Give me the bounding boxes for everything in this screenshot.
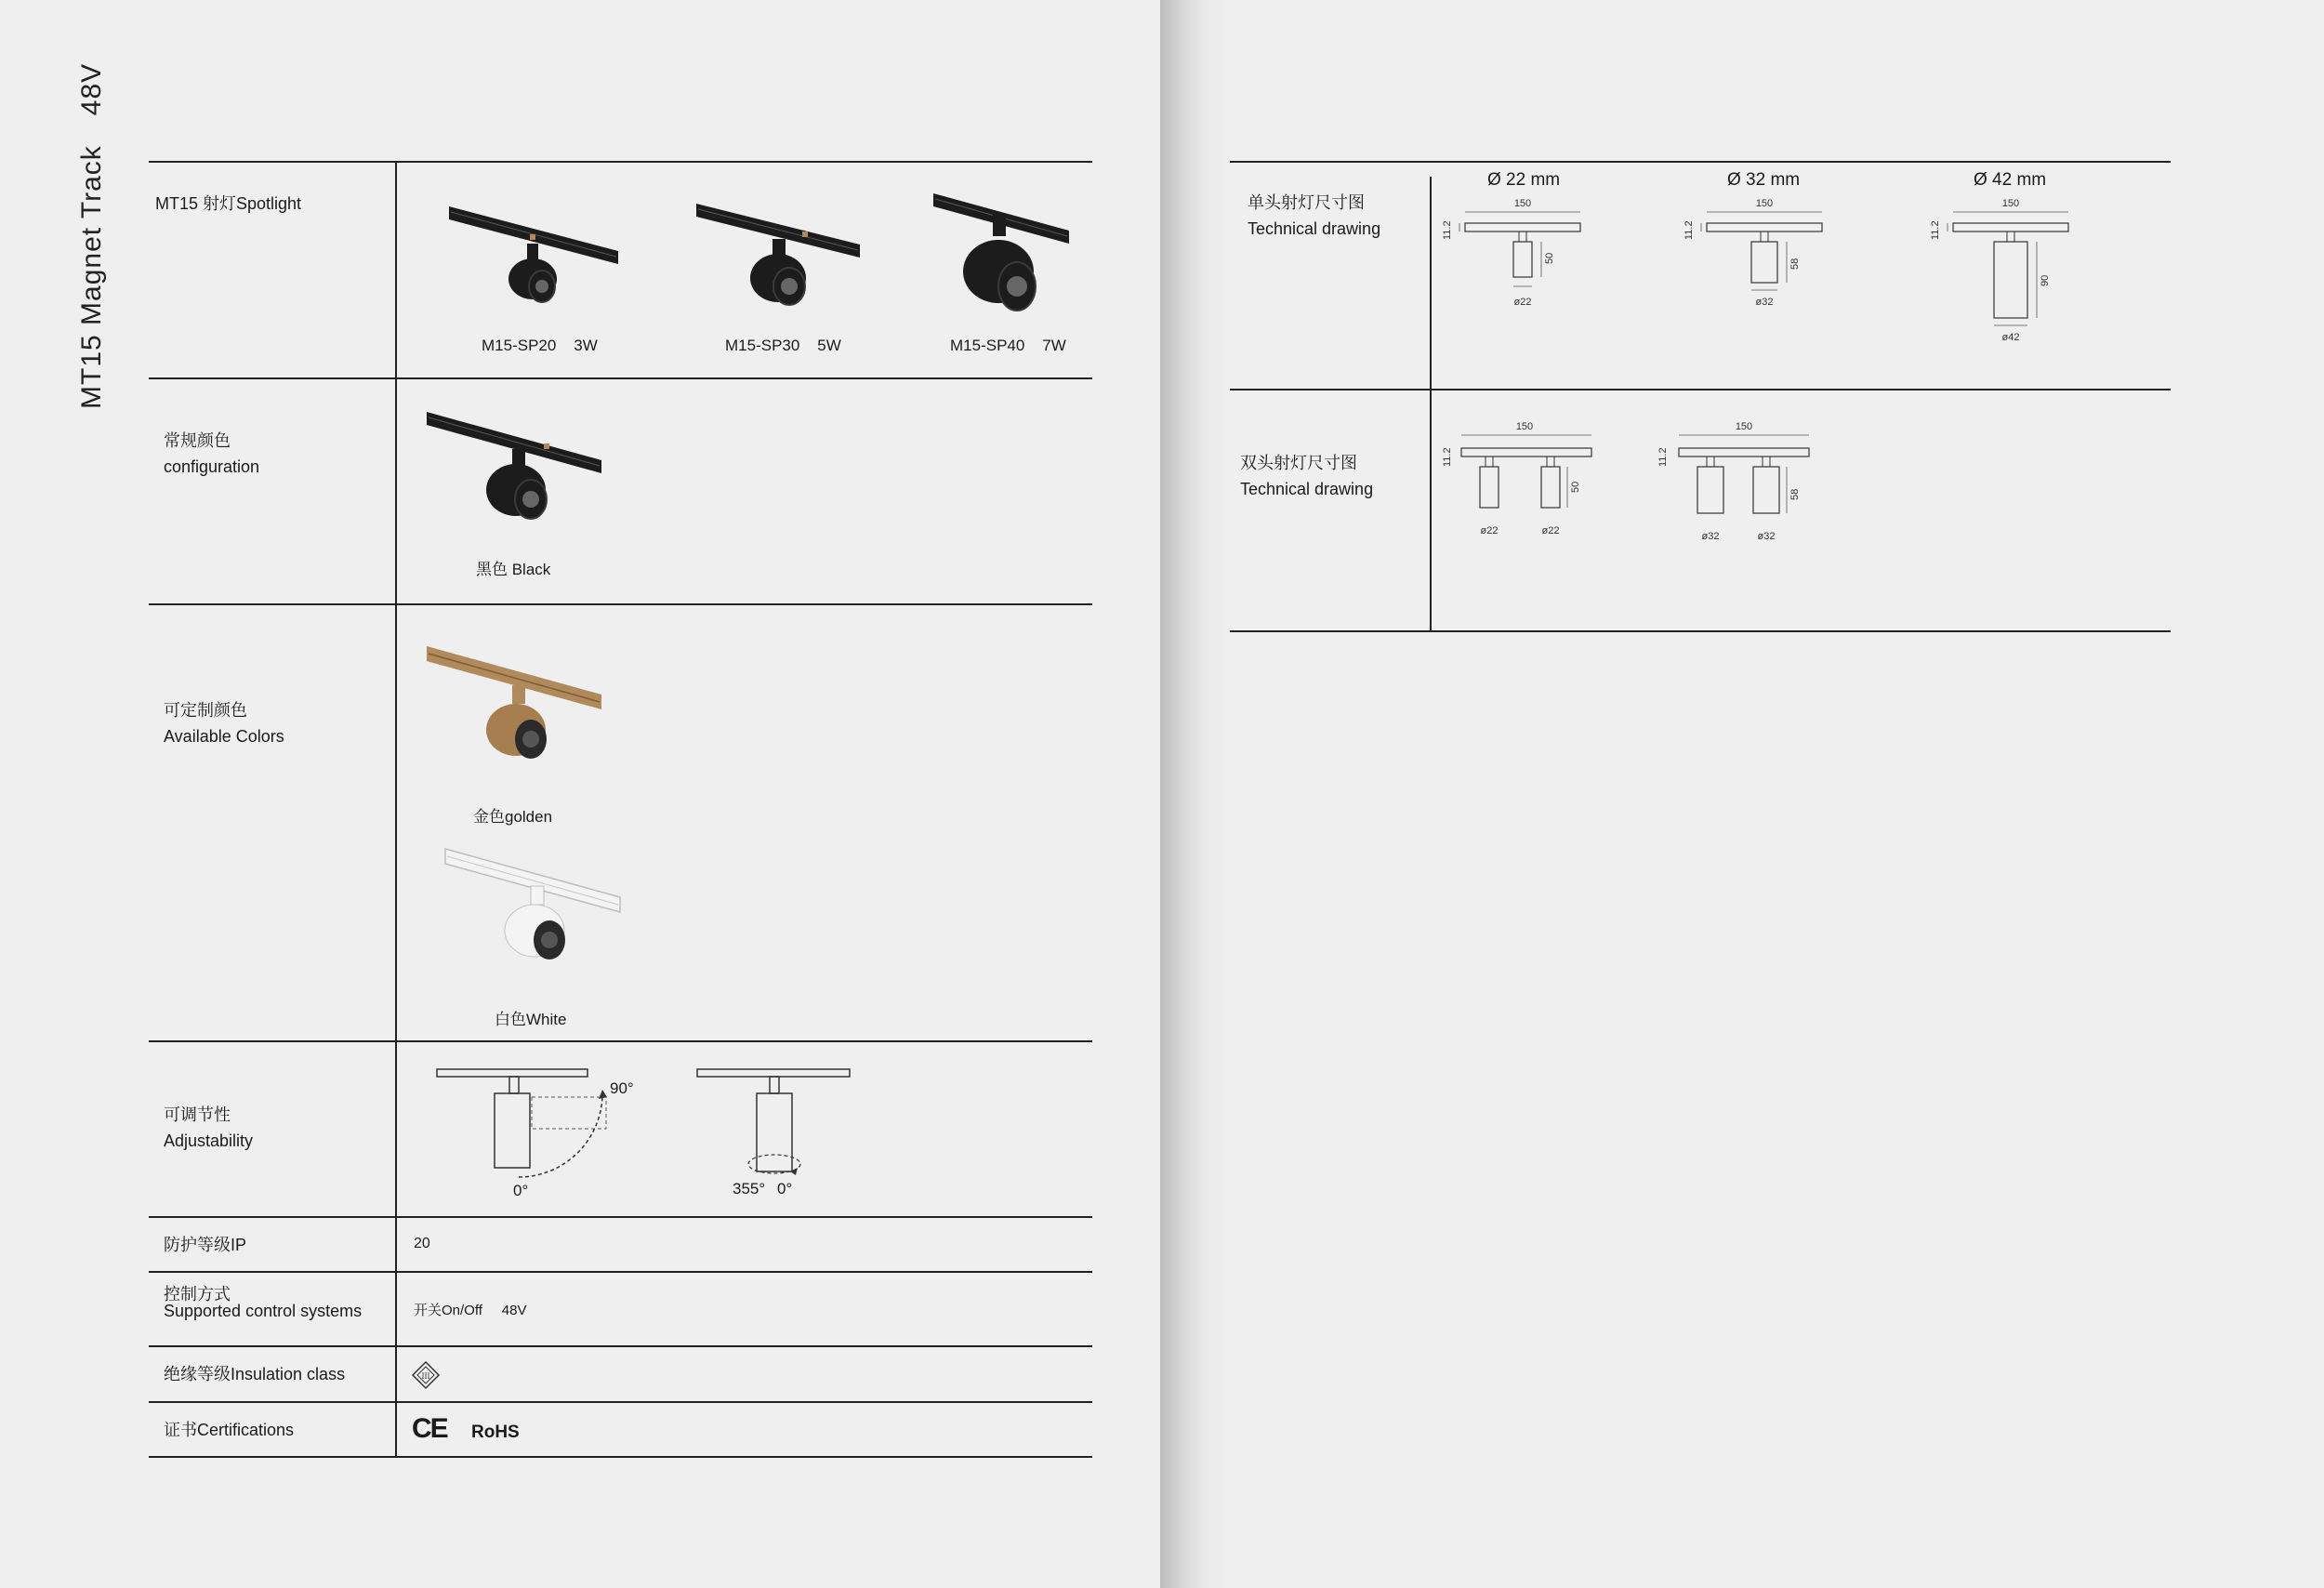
dim-height: 90: [2040, 274, 2051, 286]
dim-track-height: 11.2: [1684, 220, 1695, 240]
dim-height: 50: [1544, 252, 1555, 264]
series-voltage: 48V: [76, 62, 107, 116]
dim-diameter: ø22: [1513, 297, 1532, 308]
model-caption-sp20: M15-SP20 3W: [482, 337, 598, 354]
config-label: [164, 428, 259, 480]
dim-diameter: ø32: [1755, 297, 1774, 308]
adjustability-label: [164, 1102, 253, 1154]
tilt-max-label: 90°: [610, 1079, 634, 1097]
drawing-table-divider: [1430, 177, 1432, 630]
table-top-rule: [149, 161, 1092, 163]
control-label-cn: 控制方式: [164, 1285, 231, 1303]
rotation-max-label: 355°: [733, 1180, 766, 1198]
control-value: [414, 1300, 526, 1319]
series-title: [76, 33, 108, 409]
white-color-caption: 白色White: [495, 1011, 567, 1028]
available-colors-label-cn: 可定制颜色: [164, 701, 247, 720]
adjustability-label-en: Adjustability: [164, 1131, 254, 1150]
rotation-min-label: 0°: [777, 1180, 793, 1198]
table-rule: [149, 603, 1092, 605]
dim-track-height: 11.2: [1442, 220, 1453, 240]
right-page: [1225, 0, 2324, 1588]
control-label-en: Supported control systems: [164, 1302, 363, 1320]
available-colors-label: [164, 697, 284, 749]
dim-width: 150: [1735, 421, 1753, 432]
dim-height: 50: [1570, 481, 1581, 493]
spotlight-image-sp20: [442, 195, 627, 316]
config-color-caption: 黑色 Black: [476, 561, 551, 578]
double-drawing-22: [1439, 418, 1616, 549]
spotlight-image-sp40: [930, 186, 1078, 325]
spotlight-label: MT15 射灯Spotlight: [155, 194, 302, 213]
dim-diameter: ø32: [1757, 531, 1776, 542]
table-rule: [149, 1040, 1092, 1042]
table-rule: [149, 377, 1092, 379]
dim-width: 150: [2001, 198, 2020, 209]
double-drawing-label: [1240, 450, 1373, 502]
rohs-mark: RoHS: [471, 1423, 520, 1442]
table-rule: [149, 1401, 1092, 1403]
dim-width: 150: [1515, 421, 1534, 432]
white-spotlight-image: [442, 841, 627, 972]
left-page: [0, 0, 1160, 1588]
dim-diameter: ø22: [1541, 525, 1560, 536]
adjustability-label-cn: 可调节性: [164, 1105, 231, 1124]
model-caption-sp30: M15-SP30 5W: [725, 337, 841, 354]
dim-width: 150: [1755, 198, 1774, 209]
dim-diameter: ø22: [1480, 525, 1499, 536]
table-column-divider: [395, 161, 397, 1457]
black-spotlight-image: [423, 404, 609, 530]
available-colors-label-en: Available Colors: [164, 727, 284, 746]
single-drawing-22: [1439, 195, 1606, 316]
control-voltage: 48V: [501, 1303, 527, 1318]
double-drawing-32: [1655, 418, 1841, 553]
tilt-min-label: 0°: [513, 1182, 529, 1199]
insulation-label: 绝缘等级Insulation class: [164, 1365, 346, 1383]
single-drawing-label-cn: 单头射灯尺寸图: [1248, 193, 1365, 212]
dim-track-height: 11.2: [1657, 447, 1669, 467]
config-label-en: configuration: [164, 457, 260, 476]
table-rule: [149, 1216, 1092, 1218]
golden-spotlight-image: [423, 637, 609, 767]
tilt-diagram: [428, 1060, 651, 1209]
ip-label: 防护等级IP: [164, 1236, 247, 1254]
drawing-table-rule: [1230, 389, 2171, 390]
dim-diameter: ø32: [1701, 531, 1720, 542]
dim-width: 150: [1513, 198, 1532, 209]
single-drawing-label: [1248, 190, 1380, 242]
control-label: [164, 1286, 362, 1319]
ip-value: 20: [414, 1236, 430, 1251]
dim-diameter: ø42: [2001, 332, 2020, 343]
drawing-table-top-rule: [1230, 161, 2171, 163]
rotation-diagram: [688, 1060, 874, 1209]
insulation-class-icon: [411, 1360, 441, 1390]
single-drawing-42: [1927, 195, 2094, 353]
single-drawing-title-22: Ø 22 mm: [1487, 170, 1561, 190]
ce-mark: CE: [412, 1413, 447, 1444]
certifications-label: 证书Certifications: [164, 1421, 295, 1439]
table-rule: [149, 1271, 1092, 1273]
insulation-class-numeral: III: [421, 1371, 430, 1381]
model-caption-sp40: M15-SP40 7W: [950, 337, 1066, 354]
config-label-cn: 常规颜色: [164, 431, 231, 450]
spotlight-image-sp30: [693, 191, 878, 316]
series-name: MT15 Magnet Track: [76, 145, 107, 409]
single-drawing-label-en: Technical drawing: [1248, 219, 1381, 238]
dim-track-height: 11.2: [1442, 447, 1453, 467]
table-bottom-rule: [149, 1456, 1092, 1458]
page-gutter: [1160, 0, 1225, 1588]
golden-color-caption: 金色golden: [473, 808, 553, 826]
drawing-table-bottom-rule: [1230, 630, 2171, 632]
table-rule: [149, 1345, 1092, 1347]
dim-height: 58: [1789, 488, 1801, 500]
single-drawing-title-32: Ø 32 mm: [1727, 170, 1801, 190]
dim-track-height: 11.2: [1930, 220, 1941, 240]
dim-height: 58: [1789, 258, 1801, 270]
control-type: 开关On/Off: [414, 1303, 482, 1318]
double-drawing-label-cn: 双头射灯尺寸图: [1240, 454, 1357, 472]
single-drawing-32: [1681, 195, 1848, 316]
double-drawing-label-en: Technical drawing: [1240, 480, 1374, 498]
single-drawing-title-42: Ø 42 mm: [1974, 170, 2047, 190]
